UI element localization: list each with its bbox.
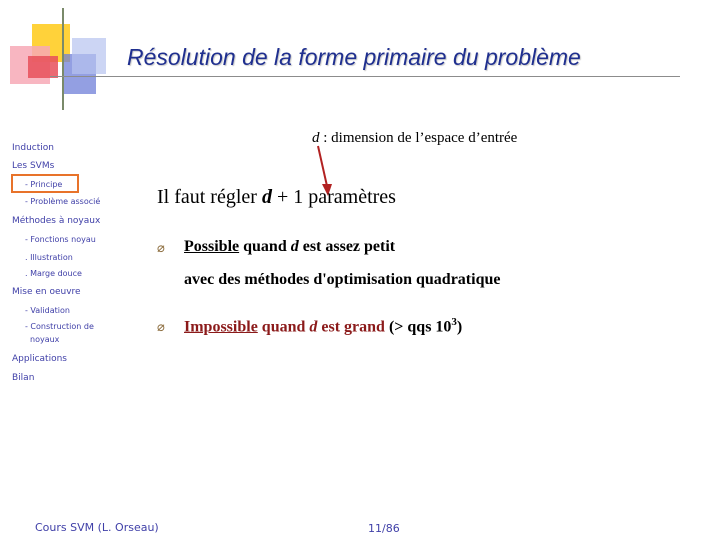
vertical-rule (62, 8, 64, 110)
nav-applications[interactable]: Applications (12, 354, 67, 364)
nav-construction-line1[interactable]: - Construction de (25, 322, 94, 331)
annotation-text: : dimension de l’espace d’entrée (319, 130, 518, 146)
red-square (28, 56, 58, 78)
nav-validation[interactable]: - Validation (25, 306, 70, 315)
dimension-annotation (312, 130, 517, 147)
nav-illustration[interactable]: . Illustration (25, 253, 73, 262)
possible-word: Possible (184, 238, 240, 255)
impossible-exponent: 3 (451, 316, 457, 328)
nav-bilan[interactable]: Bilan (12, 373, 35, 383)
bullet-icon: ⌀ (157, 241, 165, 256)
title-underline (50, 76, 680, 77)
slide-title: Résolution de la forme primaire du problème (127, 44, 581, 70)
main-suffix: paramètres (303, 186, 396, 208)
nav-probleme-associe[interactable]: - Problème associé (25, 197, 101, 206)
annotation-variable: d (312, 130, 320, 146)
nav-svms[interactable]: Les SVMs (12, 161, 55, 171)
possible-mid: quand (239, 238, 291, 255)
impossible-variable: d (309, 318, 318, 336)
impossible-word: Impossible (184, 318, 258, 336)
light-blue-square (72, 38, 106, 74)
nav-construction-line2[interactable]: noyaux (30, 335, 60, 344)
main-prefix: Il faut régler (157, 186, 262, 208)
impossible-mid: quand (257, 318, 310, 336)
nav-principe[interactable]: - Principe (25, 180, 63, 189)
main-variable: d (261, 186, 272, 208)
bullet-impossible (184, 316, 462, 336)
nav-mise-en-oeuvre[interactable]: Mise en oeuvre (12, 287, 81, 297)
nav-induction[interactable]: Induction (12, 143, 54, 153)
footer-page-number: 11/86 (368, 522, 400, 535)
possible-detail: avec des méthodes d'optimisation quadratique (184, 271, 501, 288)
nav-marge-douce[interactable]: . Marge douce (25, 269, 82, 278)
logo-decoration (0, 0, 110, 110)
impossible-paren: (> qqs 10 (384, 318, 452, 336)
bullet-icon: ⌀ (157, 320, 165, 335)
possible-end: est assez petit (298, 238, 396, 255)
nav-methodes-noyaux[interactable]: Méthodes à noyaux (12, 216, 101, 226)
main-plus: + 1 (271, 186, 304, 208)
main-statement (157, 186, 396, 209)
impossible-close: ) (456, 318, 463, 336)
possible-variable: d (290, 238, 299, 255)
nav-fonctions-noyau[interactable]: - Fonctions noyau (25, 235, 96, 244)
bullet-possible (184, 238, 395, 256)
footer-course: Cours SVM (L. Orseau) (35, 521, 159, 534)
impossible-rest: est grand (317, 318, 385, 336)
